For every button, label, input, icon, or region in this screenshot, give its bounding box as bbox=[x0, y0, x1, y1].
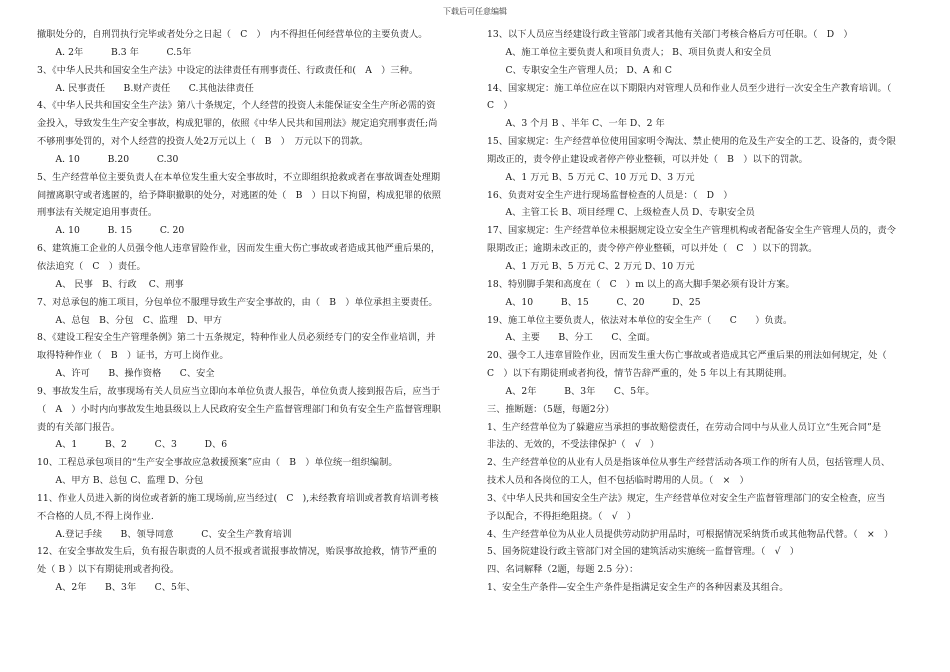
text-line: 取得特种作业（ B ）证书，方可上岗作业。 bbox=[37, 350, 229, 362]
text-line: 撤职处分的，自刑罚执行完毕或者处分之日起（ C ） 内不得担任何经营单位的主要负责人。 bbox=[37, 29, 428, 40]
text-line: A、1 万元 B、5 万元 C、10 万元 D、3 万元 bbox=[487, 171, 695, 183]
text-line: A、2年 B、3年 C、5年。 bbox=[487, 385, 655, 397]
text-line: （ A ）小时内向事故发生地县级以上人民政府安全生产监督管理部门和负有安全生产监督管理职 bbox=[37, 403, 441, 415]
text-line: A.登记手续 B、领导同意 C、安全生产教育培训 bbox=[37, 528, 292, 540]
text-line: 不合格的人员,不得上岗作业. bbox=[37, 510, 154, 522]
text-line: 12、在安全事故发生后，负有报告职责的人员不报或者谎报事故情况，贻误事故抢救，情节严重的 bbox=[37, 546, 437, 558]
text-line: 处（ B ）以下有期徒刑或者拘役。 bbox=[37, 564, 180, 576]
text-line: 14、国家规定：施工单位应在以下期限内对管理人员和作业人员至少进行一次安全生产教育培训。（ bbox=[487, 82, 892, 94]
text-line: 4、《中华人民共和国安全生产法》第八十条规定，个人经营的投资人未能保证安全生产所必需的资 bbox=[37, 100, 436, 112]
text-line: A、主管工长 B、项目经理 C、上级检查人员 D、专职安全员 bbox=[487, 207, 755, 219]
text-line: 8、《建设工程安全生产管理条例》第二十五条规定，特种作业人员必须经专门的安全作业培训，并 bbox=[37, 332, 436, 344]
text-line: 依法追究（ C ）责任。 bbox=[37, 260, 146, 272]
text-line: A、主要 B、分工 C、全面。 bbox=[487, 332, 656, 344]
text-line: A、施工单位主要负责人和项目负责人； B、项目负责人和安全员 bbox=[487, 46, 772, 58]
text-line: 3、《中华人民共和国安全生产法》规定，生产经营单位对安全生产监督管理部门的安全检查，应当 bbox=[487, 492, 886, 504]
text-line: 2、生产经营单位的从业有人员是指该单位从事生产经营活动各项工作的所有人员，包括管理人员、 bbox=[487, 457, 891, 469]
text-line: 4、生产经营单位为从业人员提供劳动防护用品时，可根据情况采纳货币或其他物品代替。（ × ） bbox=[487, 528, 894, 540]
text-line: 三、推断题：（5题，每题2分） bbox=[487, 403, 615, 415]
text-line: 5、国务院建设行政主管部门对全国的建筑活动实施统一监督管理。（ √ ） bbox=[487, 546, 800, 558]
text-line: 责的有关部门报告。 bbox=[37, 421, 121, 433]
text-line: 16、负责对安全生产进行现场监督检查的人员是：（ D ） bbox=[487, 189, 733, 201]
text-line: 6、建筑施工企业的人员强令他人违章冒险作业，因而发生重大伤亡事故或者造成其他严重后果的， bbox=[37, 243, 441, 255]
text-line: 1、生产经营单位为了躲避应当承担的事故赔偿责任，在劳动合同中与从业人员订立“生死合同”是 bbox=[487, 421, 882, 433]
page-header: 下载后可任意编辑 bbox=[443, 7, 507, 16]
text-line: 技术人员和各岗位的工人，但不包括临时聘用的人员。（ × ） bbox=[487, 475, 749, 487]
text-line: 非法的、无效的，不受法律保护（ √ ） bbox=[487, 439, 660, 451]
text-line: C ）以下有期徒刑或者拘役，情节告辞严重的，处 5 年以上有其期徒刑。 bbox=[487, 368, 793, 380]
text-line: A、甲方 B、总包 C、监理 D、分包 bbox=[37, 475, 204, 487]
right-column bbox=[487, 26, 915, 672]
text-line: 四、名词解释（2题，每题 2.5 分）： bbox=[487, 564, 639, 576]
text-line: A. 民事责任 B.财产责任 C.其他法律责任 bbox=[37, 82, 254, 94]
text-line: 不够刑事处罚的，对个人经营的投资人处2万元以上（ B ） 万元以下的罚款。 bbox=[37, 136, 369, 148]
text-line: 金投入，导致发生生产安全事故，构成犯罪的，依照《中华人民共和国刑法》规定追究刑事责任;尚 bbox=[37, 118, 438, 130]
text-line: 间擅离职守或者逃匿的，给予降职撤职的处分，对逃匿的处（ B ）日以下拘留，构成犯罪的依照 bbox=[37, 189, 442, 201]
text-line: A. 10 B.20 C.30 bbox=[37, 153, 179, 165]
text-line: 1、安全生产条件—安全生产条件是指满足安全生产的各种因素及其组合。 bbox=[487, 582, 789, 594]
text-line: 11、作业人员进入新的岗位或者新的施工现场前,应当经过( C ),未经教育培训或者教育培训考核 bbox=[37, 492, 439, 504]
text-line: A、 民事 B、行政 C、刑事 bbox=[37, 278, 184, 290]
text-line: 13、以下人员应当经建设行政主管部门或者其他有关部门考核合格后方可任职。（ D ） bbox=[487, 29, 853, 40]
text-line: 刑事法有关规定追用事责任。 bbox=[37, 207, 158, 219]
text-line: 限期改正；逾期未改正的，责令停产停业整顿，可以并处（ C ）以下的罚款。 bbox=[487, 243, 818, 255]
text-line: A、许可 B、操作资格 C、安全 bbox=[37, 368, 215, 380]
text-line: A、3 个月 B 、半年 C、一年 D、2 年 bbox=[487, 118, 665, 130]
text-line: C、专职安全生产管理人员； D、A 和 C bbox=[487, 64, 672, 76]
text-line: 9、事故发生后，故事现场有关人员应当立即向本单位负责人报告，单位负责人接到报告后，应当于 bbox=[37, 385, 441, 397]
text-line: 17、国家规定：生产经营单位未根据规定设立安全生产管理机构或者配备安全生产管理人员的，责令 bbox=[487, 225, 897, 237]
text-line: 7、对总承包的施工项目，分包单位不服理导致生产安全事故的，由（ B ）单位承担主要责任。 bbox=[37, 296, 438, 308]
text-line: 5、生产经营单位主要负责人在本单位发生重大安全事故时，不立即组织抢救或者在事故调查处理期 bbox=[37, 171, 441, 183]
text-line: 10、工程总承包项目的“生产安全事故应急救援预案”应由（ B ）单位统一组织编制。 bbox=[37, 457, 398, 469]
text-line: A. 2年 B.3 年 C.5年 bbox=[37, 46, 192, 58]
text-line: C ） bbox=[487, 100, 513, 112]
text-line: A、1 B、2 C、3 D、6 bbox=[37, 439, 228, 451]
text-line: 15、国家规定：生产经营单位使用国家明令淘汰、禁止使用的危及生产安全的工艺、设备的，责令限 bbox=[487, 136, 897, 148]
text-line: A、10 B、15 C、20 D、25 bbox=[487, 296, 701, 308]
text-line: 20、强令工人违章冒险作业，因而发生重大伤亡事故或者造成其它严重后果的刑法如何规定，处（ bbox=[487, 350, 887, 362]
text-line: 18、特别脚手架和高度在（ C ）m 以上的高大脚手架必须有设计方案。 bbox=[487, 278, 795, 290]
text-line: A、2年 B、3年 C、5年、 bbox=[37, 582, 196, 594]
left-column bbox=[37, 26, 465, 672]
text-line: A、1 万元 B、5 万元 C、2 万元 D、10 万元 bbox=[487, 260, 695, 272]
text-line: 19、施工单位主要负责人，依法对本单位的安全生产（ C ）负责。 bbox=[487, 314, 793, 326]
text-line: 期改正的，责令停止建设或者停产停业整顿，可以并处（ B ）以下的罚款。 bbox=[487, 153, 808, 165]
text-line: A. 10 B. 15 C. 20 bbox=[37, 225, 185, 237]
text-line: 予以配合，不得拒绝阻挠。（ √ ） bbox=[487, 510, 637, 522]
text-line: 3、《中华人民共和国安全生产法》中设定的法律责任有刑事责任、行政责任和( A ）三种。 bbox=[37, 64, 419, 76]
text-line: A、总包 B、分包 C、监理 D、甲方 bbox=[37, 314, 223, 326]
